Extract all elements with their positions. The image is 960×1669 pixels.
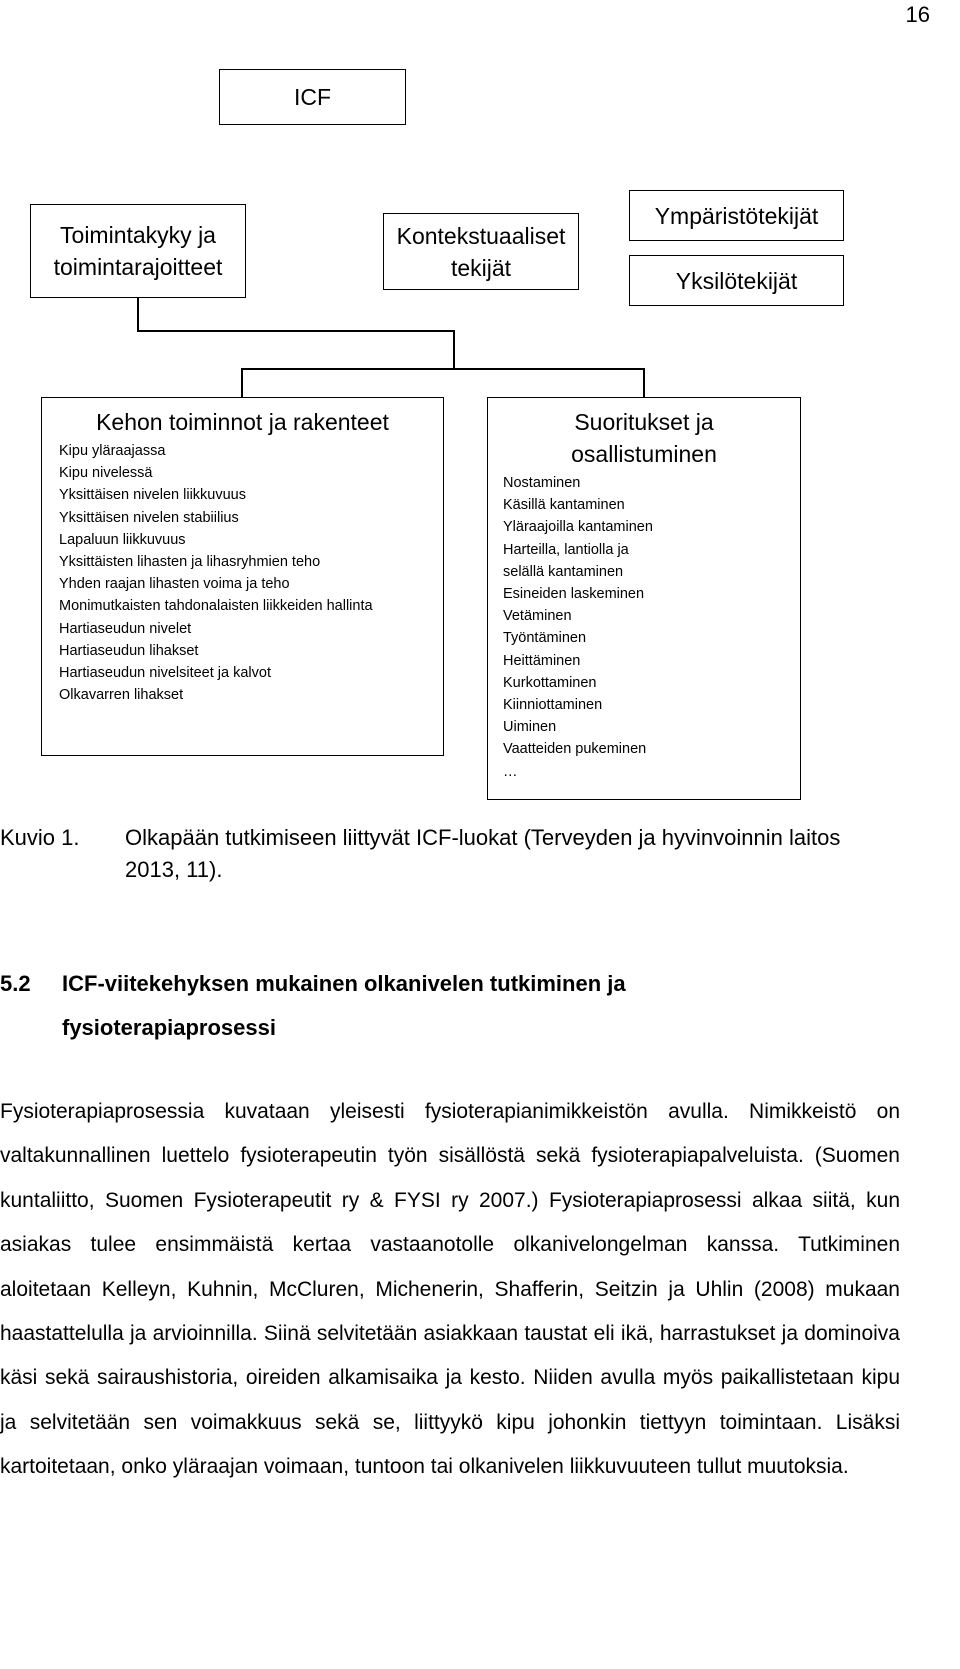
connector-line bbox=[643, 368, 645, 398]
list-item: Olkavarren lihakset bbox=[59, 687, 184, 704]
figure-caption bbox=[0, 822, 900, 892]
list-item: Hartiaseudun lihakset bbox=[59, 642, 199, 659]
list-item: Yksittäisen nivelen stabiilius bbox=[59, 509, 239, 526]
activities-box bbox=[487, 397, 801, 800]
list-item: Heittäminen bbox=[503, 652, 581, 669]
connector-line bbox=[137, 330, 453, 332]
personal-box bbox=[629, 255, 844, 306]
list-item: Yhden raajan lihasten voima ja teho bbox=[59, 576, 290, 593]
personal-label: Yksilötekijät bbox=[675, 267, 798, 294]
list-item: Kurkottaminen bbox=[503, 674, 597, 691]
list-item: Yläraajoilla kantaminen bbox=[503, 519, 653, 536]
caption-label: Kuvio 1. bbox=[0, 825, 80, 850]
list-item: Kipu nivelessä bbox=[59, 465, 153, 482]
functioning-label: Toimintakyky ja toimintarajoitteet bbox=[53, 222, 223, 280]
list-item: … bbox=[503, 763, 518, 780]
icf-root-label: ICF bbox=[293, 84, 332, 110]
caption-text: Olkapään tutkimiseen liittyvät ICF-luokat (Terveyden ja hyvinvoinnin laitos 2013, 11). bbox=[125, 825, 841, 882]
list-item: Käsillä kantaminen bbox=[503, 497, 625, 514]
connector-line bbox=[453, 330, 455, 368]
functioning-box bbox=[30, 204, 246, 298]
connector-line bbox=[241, 368, 643, 370]
list-item: Hartiaseudun nivelsiteet ja kalvot bbox=[59, 665, 271, 682]
body-functions-list bbox=[59, 440, 443, 706]
list-item: Kiinniottaminen bbox=[503, 697, 603, 714]
environmental-box bbox=[629, 190, 844, 241]
environmental-label: Ympäristötekijät bbox=[654, 202, 819, 229]
list-item: Uiminen bbox=[503, 719, 557, 736]
list-item: Lapaluun liikkuvuus bbox=[59, 531, 186, 548]
section-number: 5.2 bbox=[0, 971, 31, 996]
section-heading-line-1 bbox=[0, 962, 900, 1006]
list-item: Kipu yläraajassa bbox=[59, 443, 166, 459]
activities-title: Suoritukset ja osallistuminen bbox=[571, 409, 717, 467]
list-item: Esineiden laskeminen bbox=[503, 586, 645, 603]
paragraph-text: Fysioterapiaprosessia kuvataan yleisesti fysioterapianimikkeistön avulla. Nimikkeistö on valtakunnallinen luettelo fysioterapeutin työn sisällöstä sekä fysioterapiapalveluista. (Suomen kuntaliitto, Suomen Fysioterapeutit ry & FYSI ry 2007.) Fysioterapiaprosessi alkaa siitä, kun asiakas tulee ensimmäistä kertaa vastaanotolle olkanivelongelman kanssa. Tutkiminen aloitetaan Kelleyn, Kuhnin, McCluren, Michenerin, Shafferin, Seitzin ja Uhlin (2008) mukaan haastattelulla ja arvioinnilla. Siinä selvitetään asiakkaan taustat eli ikä, harrastukset ja dominoiva käsi sekä sairaushistoria, oireiden alkamisaika ja kesto. Niiden avulla myös paikallistetaan kipu ja selvitetään sen voimakkuus sekä se, liittyykö kipu johonkin tiettyyn toimintaan. Lisäksi kartoitetaan, onko yläraajan voimaan, tuntoon tai olkanivelen liikkuvuuteen tullut muutoksia. bbox=[0, 1100, 900, 1479]
body-functions-box bbox=[41, 397, 444, 756]
list-item: Harteilla, lantiolla ja selällä kantaminen bbox=[503, 541, 629, 580]
list-item: Vetäminen bbox=[503, 608, 572, 625]
connector-line bbox=[137, 298, 139, 330]
body-paragraph bbox=[0, 1090, 900, 1490]
activities-list bbox=[503, 472, 800, 783]
list-item: Yksittäisten lihasten ja lihasryhmien teho bbox=[59, 554, 321, 571]
icf-root-box bbox=[219, 69, 406, 125]
contextual-box bbox=[383, 213, 579, 290]
contextual-label: Kontekstuaaliset tekijät bbox=[396, 222, 566, 281]
section-title-continued: fysioterapiaprosessi bbox=[62, 1015, 276, 1040]
section-heading bbox=[0, 962, 900, 1050]
body-functions-title: Kehon toiminnot ja rakenteet bbox=[96, 409, 389, 435]
list-item: Työntäminen bbox=[503, 630, 587, 647]
connector-line bbox=[241, 368, 243, 398]
list-item: Nostaminen bbox=[503, 475, 581, 491]
list-item: Monimutkaisten tahdonalaisten liikkeiden hallinta bbox=[59, 598, 373, 615]
list-item: Hartiaseudun nivelet bbox=[59, 620, 192, 637]
page-number: 16 bbox=[905, 2, 930, 27]
list-item: Vaatteiden pukeminen bbox=[503, 741, 647, 758]
section-title: ICF-viitekehyksen mukainen olkanivelen tutkiminen ja bbox=[62, 971, 626, 996]
list-item: Yksittäisen nivelen liikkuvuus bbox=[59, 487, 246, 504]
